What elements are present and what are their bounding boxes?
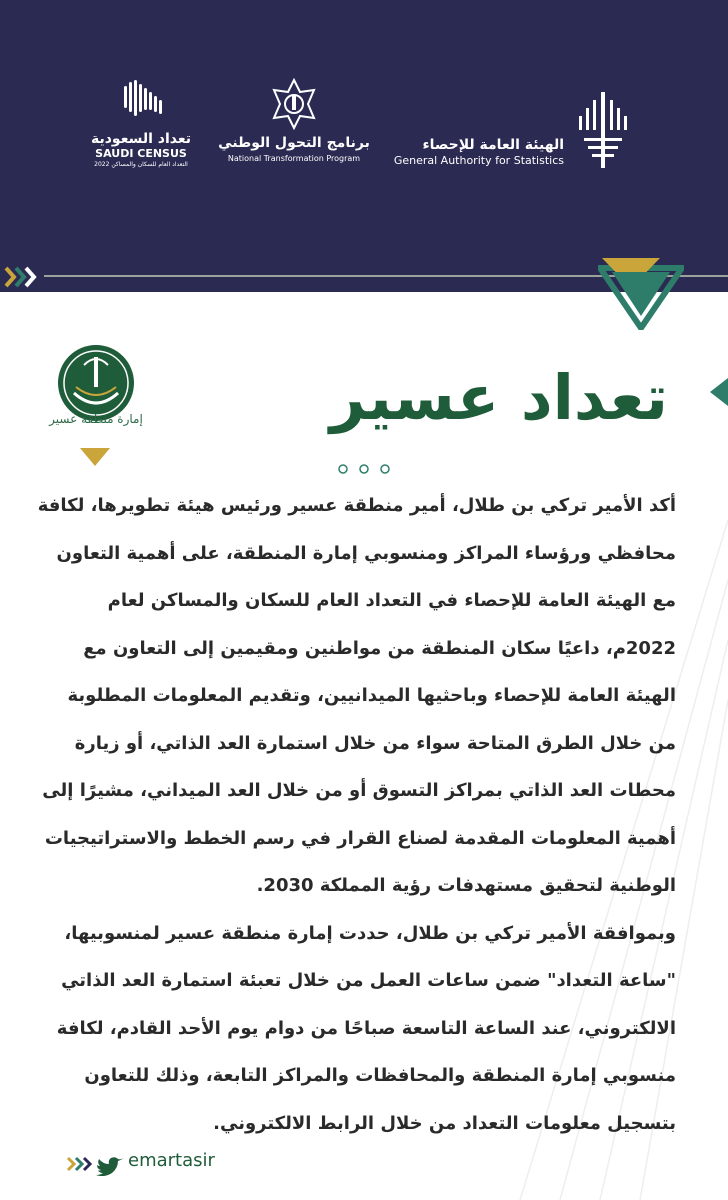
body-line: بتسجيل معلومات التعداد من خلال الرابط الالكتروني. <box>213 1112 676 1134</box>
gastat-english-name: General Authority for Statistics <box>393 154 564 167</box>
body-line: الوطنية لتحقيق مستهدفات رؤية المملكة 2030. <box>256 875 676 896</box>
twitter-icon <box>96 1157 124 1176</box>
header-triangle-icon <box>598 256 684 330</box>
ntp-logo <box>214 78 374 166</box>
body-line: "ساعة التعداد" ضمن ساعات العمل من خلال تعبئة استمارة العد الذاتي <box>61 970 676 991</box>
ntp-arabic-name: برنامج التحول الوطني <box>218 135 370 151</box>
gastat-arabic-name: الهيئة العامة للإحصاء <box>422 137 564 153</box>
saudi-census-logo <box>86 78 196 169</box>
body-line: مع الهيئة العامة للإحصاء في التعداد العام للسكان والمساكن لعام <box>107 590 676 611</box>
dots-divider-icon <box>336 462 392 476</box>
header-banner <box>0 0 728 262</box>
double-chevron-icon <box>4 266 44 288</box>
body-line: من خلال الطرق المتاحة سواء من خلال استمارة العد الذاتي، أو زيارة <box>74 732 676 754</box>
small-triangle-icon <box>80 448 110 466</box>
census-bars-icon <box>106 78 176 126</box>
ntp-star-icon <box>268 78 320 130</box>
body-line: الالكتروني، عند الساعة التاسعة صباحًا من دوام يوم الأحد القادم، لكافة <box>56 1017 676 1039</box>
body-line: محافظي ورؤساء المراكز ومنسوبي إمارة المنطقة، على أهمية التعاون <box>56 542 676 564</box>
census-subtitle: التعداد العام للسكان والمساكن 2022 <box>94 161 188 168</box>
twitter-handle[interactable]: emartasir <box>128 1150 215 1171</box>
body-line: أكد الأمير تركي بن طلال، أمير منطقة عسير ورئيس هيئة تطويرها، لكافة <box>37 495 676 516</box>
article-body <box>28 482 676 1147</box>
title-marker-icon <box>708 378 728 406</box>
page-title: تعداد عسير <box>329 361 668 434</box>
gastat-symbol-icon <box>576 90 630 170</box>
footer-icons <box>66 1152 126 1176</box>
body-line: محطات العد الذاتي بمراكز التسوق أو من خلال العد الميداني، مشيرًا إلى <box>42 780 676 801</box>
body-line: 2022م، داعيًا سكان المنطقة من مواطنين ومقيمين إلى التعاون مع <box>83 637 676 659</box>
body-line: الهيئة العامة للإحصاء وباحثيها الميدانيين، وتقديم المعلومات المطلوبة <box>67 685 676 706</box>
census-english-name: SAUDI CENSUS <box>95 147 187 160</box>
body-line: أهمية المعلومات المقدمة لصناع القرار في رسم الخطط والاستراتيجيات <box>44 827 676 849</box>
body-line: وبموافقة الأمير تركي بن طلال، حددت إمارة منطقة عسير لمنسوبيها، <box>64 922 676 944</box>
ntp-english-name: National Transformation Program <box>227 154 361 163</box>
footer-chevron-icon <box>68 1158 90 1170</box>
emblem-caption: إمارة منطقة عسير <box>49 412 143 426</box>
body-line: منسوبي إمارة المنطقة والمحافظات والمراكز التابعة، وذلك للتعاون <box>84 1065 676 1086</box>
census-arabic-name: تعداد السعودية <box>90 131 192 147</box>
